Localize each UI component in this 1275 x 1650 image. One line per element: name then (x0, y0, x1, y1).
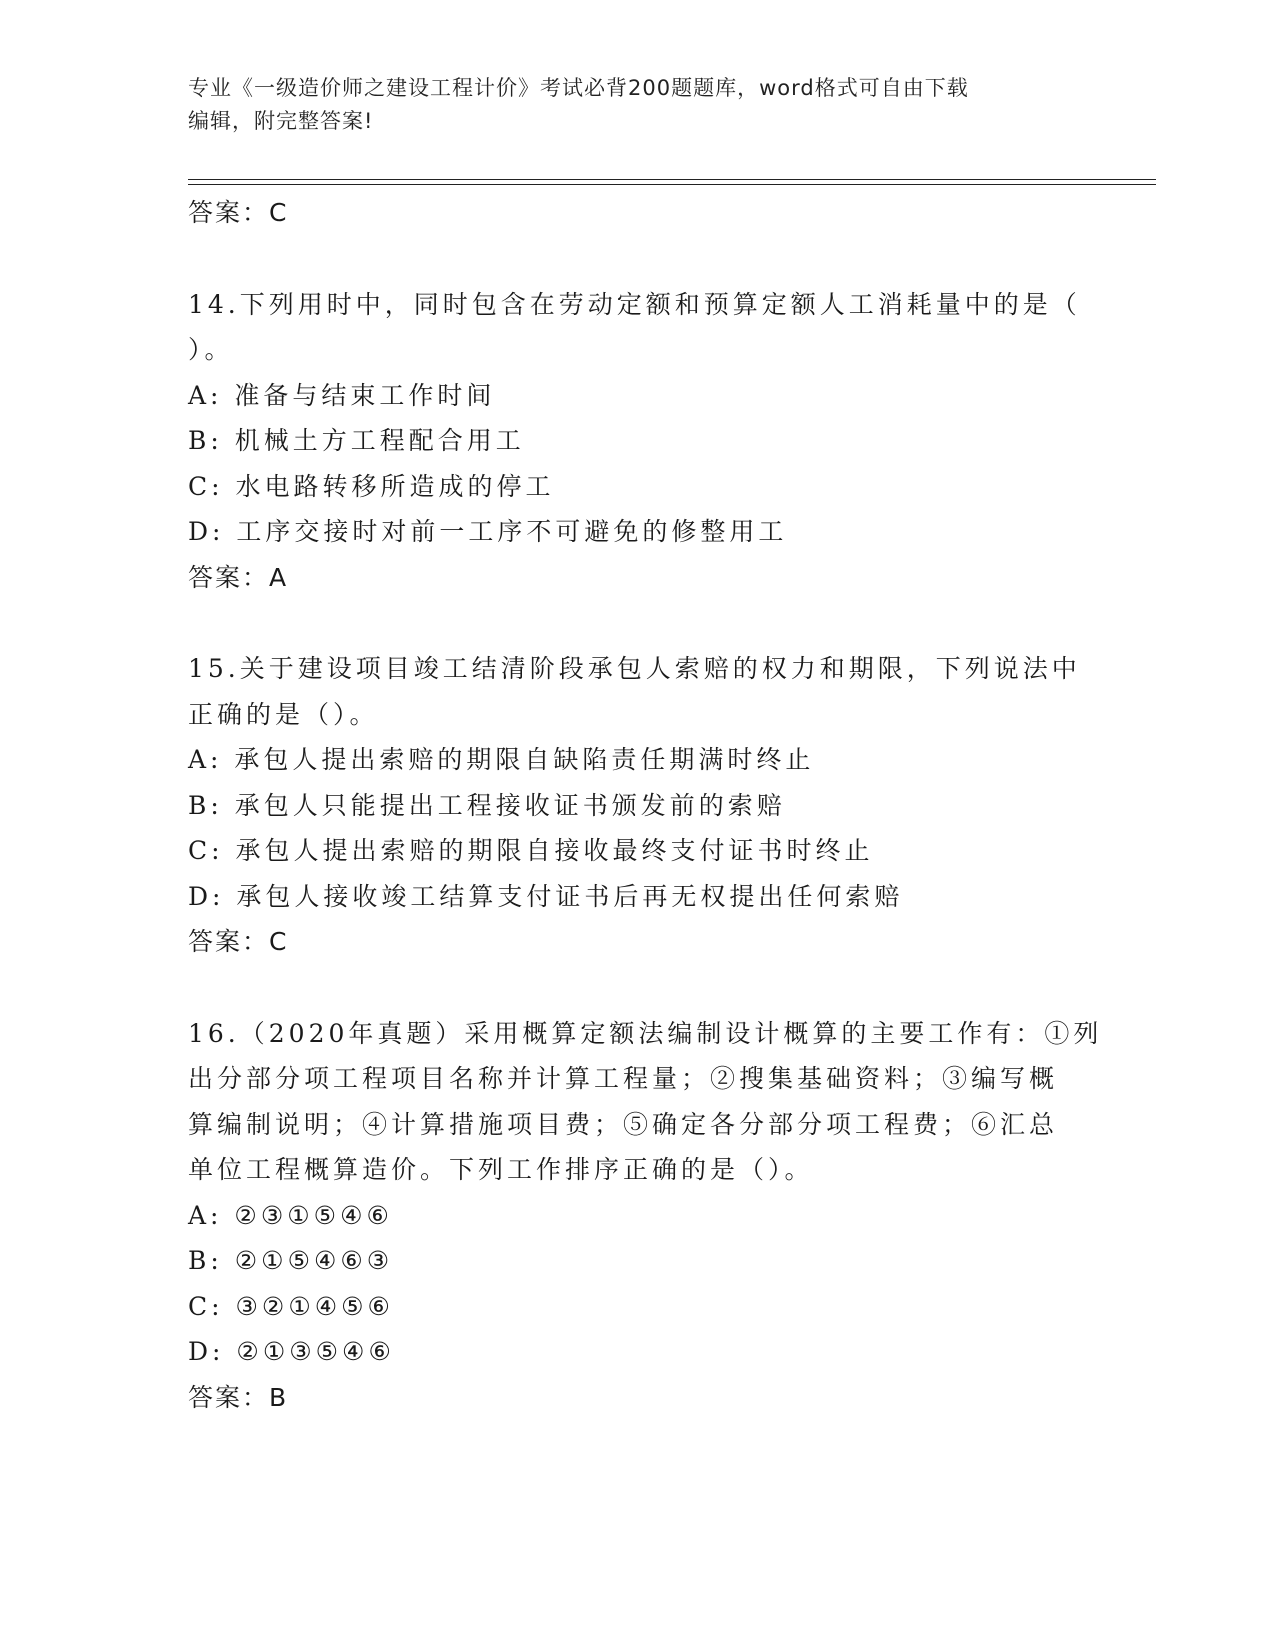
question-stem-line: 出分部分项工程项目名称并计算工程量；②搜集基础资料；③编写概 (188, 1064, 1059, 1093)
question-14 (188, 282, 1088, 601)
question-stem-line: 16.（2020年真题）采用概算定额法编制设计概算的主要工作有：①列 (188, 1018, 1103, 1048)
question-stem-line: 单位工程概算造价。下列工作排序正确的是（）。 (188, 1155, 814, 1184)
answer: 答案：C (188, 927, 289, 956)
answer: 答案：A (188, 562, 289, 592)
answer: 答案：B (188, 1382, 289, 1412)
page-header (188, 72, 1088, 138)
question-stem-line: 正确的是（）。 (188, 699, 379, 729)
option-b: B: 承包人只能提出工程接收证书颁发前的索赔 (188, 790, 786, 820)
question-stem-line: 15.关于建设项目竣工结清阶段承包人索赔的权力和期限，下列说法中 (188, 654, 1081, 683)
option-d: D: ②①③⑤④⑥ (188, 1337, 395, 1366)
option-a: A: ②③①⑤④⑥ (188, 1200, 393, 1230)
question-16 (188, 1011, 1103, 1421)
question-15 (188, 646, 1088, 965)
question-stem-line: 算编制说明；④计算措施项目费；⑤确定各分部分项工程费；⑥汇总 (188, 1109, 1059, 1139)
spacer (188, 965, 1088, 1011)
previous-answer: 答案：C (188, 198, 289, 227)
option-d: D: 工序交接时对前一工序不可避免的修整用工 (188, 517, 788, 546)
spacer (188, 236, 1088, 282)
header-rule-bottom (188, 184, 1156, 185)
question-content (188, 190, 1103, 1420)
option-b: B: 机械土方工程配合用工 (188, 426, 525, 455)
header-line-2: 编辑，附完整答案! (188, 109, 374, 133)
option-d: D: 承包人接收竣工结算支付证书后再无权提出任何索赔 (188, 881, 904, 911)
option-c: C: 承包人提出索赔的期限自接收最终支付证书时终止 (188, 836, 874, 865)
option-c: C: ③②①④⑤⑥ (188, 1291, 394, 1321)
question-stem-line: 14.下列用时中，同时包含在劳动定额和预算定额人工消耗量中的是（ (188, 289, 1081, 319)
option-a: A: 准备与结束工作时间 (188, 380, 496, 410)
header-line-1: 专业《一级造价师之建设工程计价》考试必背200题题库，word格式可自由下载 (188, 76, 969, 100)
question-stem-line: ）。 (188, 335, 234, 364)
option-a: A: 承包人提出索赔的期限自缺陷责任期满时终止 (188, 745, 815, 774)
header-rule-top (188, 179, 1156, 180)
spacer (188, 600, 1088, 646)
option-c: C: 水电路转移所造成的停工 (188, 471, 555, 501)
option-b: B: ②①⑤④⑥③ (188, 1246, 394, 1275)
